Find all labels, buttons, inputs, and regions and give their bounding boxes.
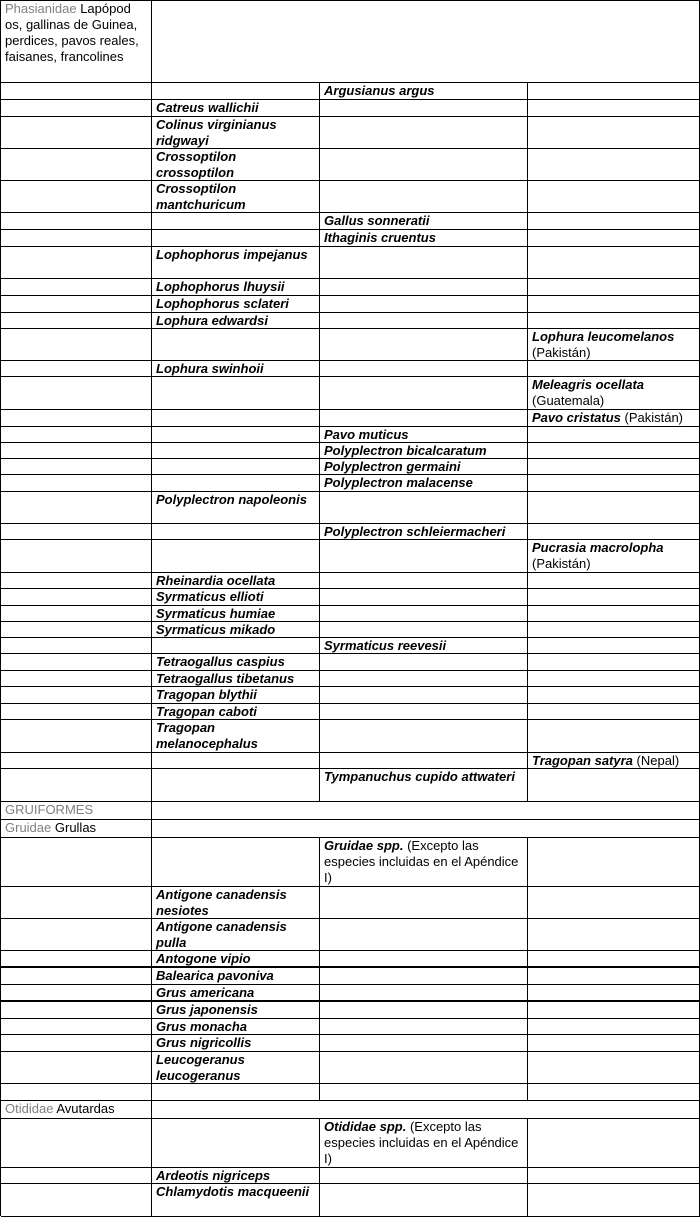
table-row xyxy=(1,1019,700,1035)
table-row xyxy=(1,329,700,361)
appendix-iii-cell xyxy=(528,296,700,313)
appendix-ii-cell xyxy=(320,410,528,427)
table-row xyxy=(1,117,700,149)
appendix-i-cell xyxy=(152,313,320,329)
country-note: (Pakistán) xyxy=(532,556,591,571)
appendix-ii-cell xyxy=(320,524,528,540)
appendix-i-cell xyxy=(152,573,320,589)
species-name: Rheinardia ocellata xyxy=(156,573,276,588)
appendix-i-cell xyxy=(152,492,320,524)
species-name: Tragopan melanocephalus xyxy=(156,720,258,751)
family-cell xyxy=(1,1,152,83)
appendix-ii-cell xyxy=(320,671,528,687)
species-name: Antigone canadensis pulla xyxy=(156,919,287,950)
appendix-i-cell xyxy=(152,769,320,802)
table-row xyxy=(1,769,700,802)
species-name: Lophura leucomelanos xyxy=(532,329,675,344)
species-name: Polyplectron napoleonis xyxy=(156,492,307,507)
appendix-iii-cell xyxy=(528,279,700,296)
appendix-iii-cell xyxy=(528,443,700,459)
species-name: Ithaginis cruentus xyxy=(324,230,436,245)
appendix-ii-cell xyxy=(320,1184,528,1217)
species-name: Syrmaticus mikado xyxy=(156,622,276,637)
species-name: Polyplectron malacense xyxy=(324,475,473,490)
appendix-i-cell xyxy=(152,671,320,687)
appendix-iii-cell xyxy=(528,377,700,410)
appendix-i-cell xyxy=(152,230,320,247)
appendix-iii-cell xyxy=(528,1168,700,1184)
appendix-ii-cell xyxy=(320,443,528,459)
species-name: Pavo cristatus xyxy=(532,410,621,425)
appendix-i-cell xyxy=(152,247,320,279)
appendix-iii-cell xyxy=(528,671,700,687)
appendix-iii-cell xyxy=(528,1035,700,1052)
appendix-i-cell xyxy=(152,377,320,410)
table-row xyxy=(1,247,700,279)
appendix-ii-cell xyxy=(320,475,528,492)
table-row xyxy=(1,720,700,753)
appendix-ii-cell xyxy=(320,1035,528,1052)
appendix-ii-cell xyxy=(320,1002,528,1019)
appendix-i-cell xyxy=(152,1052,320,1084)
family-common-name: Lapópod os, gallinas de Guinea, perdices, pavos reales, faisanes, francolines xyxy=(5,1,139,64)
appendix-ii-cell xyxy=(320,83,528,100)
appendix-iii-cell xyxy=(528,492,700,524)
appendix-iii-cell xyxy=(528,838,700,887)
appendix-i-cell xyxy=(152,410,320,427)
appendix-i-cell xyxy=(152,887,320,919)
appendix-iii-cell xyxy=(528,622,700,638)
table-row xyxy=(1,459,700,475)
country-note: (Nepal) xyxy=(632,753,680,768)
appendix-iii-cell xyxy=(528,181,700,213)
appendix-iii-cell xyxy=(528,887,700,919)
appendix-ii-cell xyxy=(320,1119,528,1168)
species-name: Colinus virginianus ridgwayi xyxy=(156,117,277,148)
species-name: Grus monacha xyxy=(156,1019,248,1034)
species-name: Argusianus argus xyxy=(324,83,435,98)
appendix-i-cell xyxy=(152,427,320,443)
table-row xyxy=(1,968,700,985)
species-name: Lophura edwardsi xyxy=(156,313,268,328)
appendix-ii-cell xyxy=(320,492,528,524)
appendix-i-cell xyxy=(152,83,320,100)
appendix-i-cell xyxy=(152,753,320,769)
table-row xyxy=(1,149,700,181)
appendix-ii-cell xyxy=(320,838,528,887)
species-name: Lophophorus sclateri xyxy=(156,296,289,311)
appendix-ii-cell xyxy=(320,213,528,230)
appendix-iii-cell xyxy=(528,475,700,492)
family-name: Gruidae xyxy=(5,820,52,835)
appendix-i-cell xyxy=(152,524,320,540)
table-row xyxy=(1,654,700,671)
appendix-iii-cell xyxy=(528,524,700,540)
appendix-iii-cell xyxy=(528,459,700,475)
appendix-iii-cell xyxy=(528,427,700,443)
table-row xyxy=(1,540,700,573)
appendix-i-cell xyxy=(152,654,320,671)
appendix-iii-cell xyxy=(528,753,700,769)
table-row xyxy=(1,443,700,459)
appendix-iii-cell xyxy=(528,149,700,181)
appendix-iii-cell xyxy=(528,410,700,427)
appendix-i-cell xyxy=(152,213,320,230)
exception-note: (Excepto las especies incluidas en el Apéndice I) xyxy=(324,838,519,885)
species-name: Pucrasia macrolopha xyxy=(532,540,664,555)
table-row xyxy=(1,1035,700,1052)
appendix-ii-cell xyxy=(320,296,528,313)
appendix-ii-cell xyxy=(320,606,528,622)
family-common-name: Avutardas xyxy=(56,1101,115,1116)
appendix-i-cell xyxy=(152,687,320,704)
species-name: Polyplectron germaini xyxy=(324,459,461,474)
species-name: Ardeotis nigriceps xyxy=(156,1168,271,1183)
appendix-i-cell xyxy=(152,329,320,361)
appendix-i-cell xyxy=(152,540,320,573)
appendix-i-cell xyxy=(152,1168,320,1184)
species-name: Tympanuchus cupido attwateri xyxy=(324,769,515,784)
appendix-i-cell xyxy=(152,1035,320,1052)
family-common-name: Grullas xyxy=(54,820,97,835)
table-row xyxy=(1,1168,700,1184)
country-note: (Pakistán) xyxy=(532,345,591,360)
appendix-ii-cell xyxy=(320,753,528,769)
appendix-i-cell xyxy=(152,296,320,313)
table-row xyxy=(1,100,700,117)
appendix-i-cell xyxy=(152,919,320,951)
appendix-ii-cell xyxy=(320,720,528,753)
appendix-i-cell xyxy=(152,622,320,638)
table-row xyxy=(1,296,700,313)
order-name: GRUIFORMES xyxy=(5,802,94,817)
appendix-i-cell xyxy=(152,475,320,492)
species-name: Leucogeranus leucogeranus xyxy=(156,1052,245,1083)
appendix-i-cell xyxy=(152,589,320,606)
appendix-ii-cell xyxy=(320,1168,528,1184)
species-name: Antigone canadensis nesiotes xyxy=(156,887,287,918)
table-row xyxy=(1,985,700,1002)
appendix-iii-cell xyxy=(528,606,700,622)
table-row xyxy=(1,638,700,654)
appendix-i-cell xyxy=(152,704,320,720)
family-row-phasianidae xyxy=(1,1,700,83)
appendix-ii-cell xyxy=(320,769,528,802)
species-name: Polyplectron schleiermacheri xyxy=(324,524,506,539)
species-name: Polyplectron bicalcaratum xyxy=(324,443,487,458)
appendix-ii-cell xyxy=(320,329,528,361)
table-row xyxy=(1,410,700,427)
appendix-i-cell xyxy=(152,606,320,622)
appendix-iii-cell xyxy=(528,361,700,377)
appendix-ii-cell xyxy=(320,638,528,654)
appendix-i-cell xyxy=(152,951,320,968)
appendix-iii-cell xyxy=(528,720,700,753)
appendix-iii-cell xyxy=(528,83,700,100)
appendix-i-cell xyxy=(152,1184,320,1217)
appendix-iii-cell xyxy=(528,247,700,279)
table-row xyxy=(1,181,700,213)
appendix-ii-cell xyxy=(320,573,528,589)
table-row xyxy=(1,589,700,606)
appendix-iii-cell xyxy=(528,985,700,1002)
appendix-iii-cell xyxy=(528,687,700,704)
appendix-iii-cell xyxy=(528,589,700,606)
appendix-i-cell xyxy=(152,968,320,985)
appendix-i-cell xyxy=(152,443,320,459)
appendix-ii-cell xyxy=(320,247,528,279)
species-name: Otididae spp. xyxy=(324,1119,407,1134)
appendix-iii-cell xyxy=(528,313,700,329)
table-row xyxy=(1,1184,700,1217)
table-row xyxy=(1,838,700,887)
appendix-i-cell xyxy=(152,117,320,149)
species-name: Grus americana xyxy=(156,985,255,1000)
table-row xyxy=(1,606,700,622)
appendix-i-cell xyxy=(152,985,320,1002)
appendix-ii-cell xyxy=(320,622,528,638)
appendix-iii-cell xyxy=(528,769,700,802)
species-name: Lophophorus impejanus xyxy=(156,247,308,262)
appendix-iii-cell xyxy=(528,1084,700,1101)
appendix-ii-cell xyxy=(320,951,528,968)
appendix-ii-cell xyxy=(320,377,528,410)
table-row xyxy=(1,1084,700,1101)
species-name: Meleagris ocellata xyxy=(532,377,644,392)
appendix-ii-cell xyxy=(320,687,528,704)
species-name: Lophura swinhoii xyxy=(156,361,264,376)
appendix-ii-cell xyxy=(320,654,528,671)
appendix-iii-cell xyxy=(528,329,700,361)
appendix-ii-cell xyxy=(320,427,528,443)
appendix-iii-cell xyxy=(528,638,700,654)
appendix-i-cell xyxy=(152,149,320,181)
appendix-ii-cell xyxy=(320,887,528,919)
table-row xyxy=(1,687,700,704)
appendix-i-cell xyxy=(152,720,320,753)
appendix-iii-cell xyxy=(528,1119,700,1168)
family-row-filler xyxy=(152,1,700,83)
species-name: Tragopan caboti xyxy=(156,704,257,719)
appendix-i-cell xyxy=(152,638,320,654)
appendix-i-cell xyxy=(152,279,320,296)
family-row-otididae xyxy=(1,1101,700,1119)
appendix-ii-cell xyxy=(320,117,528,149)
family-name: Otididae xyxy=(5,1101,54,1116)
appendix-iii-cell xyxy=(528,1184,700,1217)
species-name: Syrmaticus reevesii xyxy=(324,638,447,653)
species-name: Crossoptilon crossoptilon xyxy=(156,149,237,180)
table-row xyxy=(1,427,700,443)
table-row xyxy=(1,704,700,720)
appendix-iii-cell xyxy=(528,654,700,671)
appendix-i-cell xyxy=(152,1002,320,1019)
appendix-iii-cell xyxy=(528,230,700,247)
species-name: Syrmaticus humiae xyxy=(156,606,276,621)
table-row xyxy=(1,475,700,492)
species-name: Balearica pavoniva xyxy=(156,968,274,983)
appendix-iii-cell xyxy=(528,704,700,720)
appendix-ii-cell xyxy=(320,100,528,117)
appendix-ii-cell xyxy=(320,279,528,296)
species-name: Crossoptilon mantchuricum xyxy=(156,181,246,212)
table-row xyxy=(1,524,700,540)
table-row xyxy=(1,1002,700,1019)
species-name: Antogone vipio xyxy=(156,951,251,966)
table-row xyxy=(1,622,700,638)
appendix-i-cell xyxy=(152,1119,320,1168)
table-row xyxy=(1,951,700,968)
appendix-i-cell xyxy=(152,459,320,475)
species-name: Gallus sonneratii xyxy=(324,213,430,228)
appendix-ii-cell xyxy=(320,704,528,720)
appendix-i-cell xyxy=(152,181,320,213)
appendix-ii-cell xyxy=(320,589,528,606)
species-name: Pavo muticus xyxy=(324,427,409,442)
table-row xyxy=(1,919,700,951)
table-row xyxy=(1,887,700,919)
appendix-ii-cell xyxy=(320,1019,528,1035)
appendix-iii-cell xyxy=(528,1052,700,1084)
table-row xyxy=(1,573,700,589)
appendix-ii-cell xyxy=(320,459,528,475)
country-note: (Guatemala) xyxy=(532,393,605,408)
appendix-iii-cell xyxy=(528,1002,700,1019)
appendix-ii-cell xyxy=(320,1084,528,1101)
species-name: Syrmaticus ellioti xyxy=(156,589,264,604)
appendix-ii-cell xyxy=(320,1052,528,1084)
appendix-iii-cell xyxy=(528,540,700,573)
table-row xyxy=(1,313,700,329)
species-name: Chlamydotis macqueenii xyxy=(156,1184,310,1199)
species-name: Tragopan blythii xyxy=(156,687,257,702)
appendix-ii-cell xyxy=(320,361,528,377)
table-row xyxy=(1,377,700,410)
appendix-ii-cell xyxy=(320,149,528,181)
appendix-i-cell xyxy=(152,1019,320,1035)
family-name: Phasianidae xyxy=(5,1,77,16)
table-row xyxy=(1,213,700,230)
appendix-ii-cell xyxy=(320,919,528,951)
appendix-iii-cell xyxy=(528,968,700,985)
species-name: Grus japonensis xyxy=(156,1002,258,1017)
appendix-ii-cell xyxy=(320,181,528,213)
table-row xyxy=(1,753,700,769)
species-name: Gruidae spp. xyxy=(324,838,404,853)
appendix-iii-cell xyxy=(528,919,700,951)
appendix-iii-cell xyxy=(528,117,700,149)
species-name: Tetraogallus caspius xyxy=(156,654,285,669)
table-row xyxy=(1,492,700,524)
family-row-gruidae xyxy=(1,820,700,838)
table-row xyxy=(1,361,700,377)
species-name: Catreus wallichii xyxy=(156,100,259,115)
species-name: Tetraogallus tibetanus xyxy=(156,671,295,686)
table-row xyxy=(1,279,700,296)
appendix-iii-cell xyxy=(528,1019,700,1035)
appendix-ii-cell xyxy=(320,968,528,985)
appendix-i-cell xyxy=(152,361,320,377)
table-row xyxy=(1,1119,700,1168)
species-name: Lophophorus lhuysii xyxy=(156,279,285,294)
table-row xyxy=(1,1052,700,1084)
appendix-ii-cell xyxy=(320,313,528,329)
appendix-iii-cell xyxy=(528,100,700,117)
species-name: Tragopan satyra xyxy=(532,753,633,768)
species-name: Grus nigricollis xyxy=(156,1035,252,1050)
table-row xyxy=(1,83,700,100)
appendix-i-cell xyxy=(152,1084,320,1101)
appendix-ii-cell xyxy=(320,540,528,573)
appendix-i-cell xyxy=(152,838,320,887)
appendix-ii-cell xyxy=(320,230,528,247)
exception-note: (Excepto las especies incluidas en el Apéndice I) xyxy=(324,1119,519,1166)
appendix-iii-cell xyxy=(528,951,700,968)
table-row xyxy=(1,671,700,687)
appendix-iii-cell xyxy=(528,573,700,589)
country-note: (Pakistán) xyxy=(620,410,684,425)
table-row xyxy=(1,230,700,247)
appendix-i-cell xyxy=(152,100,320,117)
appendix-ii-cell xyxy=(320,985,528,1002)
appendix-iii-cell xyxy=(528,213,700,230)
order-row-gruiformes xyxy=(1,802,700,820)
